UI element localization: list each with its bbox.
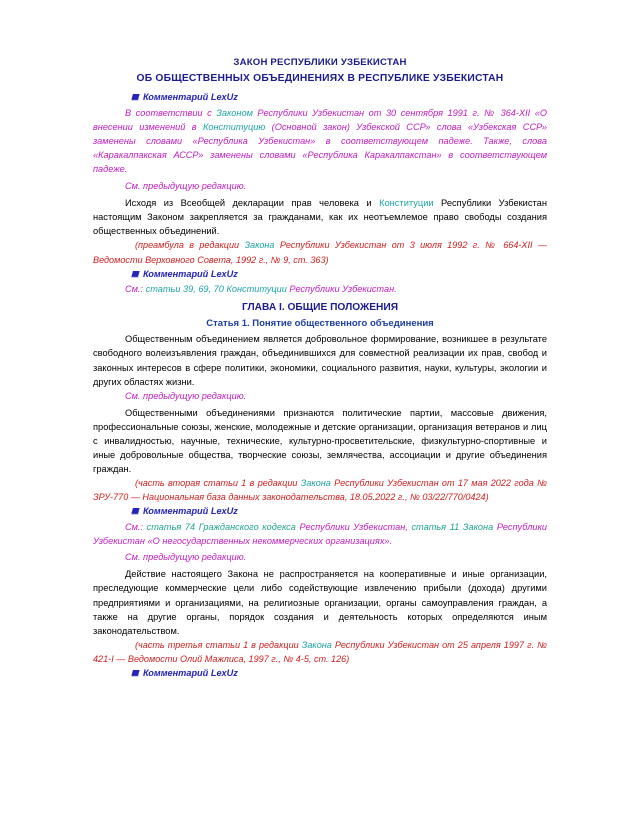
part-2-refs-seg2: Республики Узбекистан,	[295, 522, 412, 533]
preamble-paragraph	[93, 196, 547, 238]
lexuz-flag-icon	[131, 667, 140, 682]
lexuz-comment-2[interactable]	[93, 267, 547, 283]
part-2-refs-seg3: Республики Узбекистан «О негосударственных некоммерческих организациях».	[93, 522, 547, 547]
chapter-1-heading: ГЛАВА I. ОБЩИЕ ПОЛОЖЕНИЯ	[241, 302, 399, 314]
lexuz-comment-1-label: Комментарий LexUz	[143, 92, 238, 102]
document-title-line2: ОБ ОБЩЕСТВЕННЫХ ОБЪЕДИНЕНИЯХ В РЕСПУБЛИКЕ УЗБЕКИСТАН	[136, 72, 504, 84]
document-title-line1: ЗАКОН РЕСПУБЛИКИ УЗБЕКИСТАН	[233, 57, 407, 68]
lexuz-comment-1[interactable]	[93, 90, 547, 106]
part-2-citation-seg1: (часть вторая статьи 1 в редакции	[135, 478, 301, 489]
constitution-reference-prefix: См.:	[125, 284, 146, 295]
see-previous-edition-2[interactable]: См. предыдущую редакцию.	[125, 390, 247, 401]
amendment-note-seg3: (Основной закон) Узбекской ССР» слова «Узбекская ССР» заменены словами «Республика Узбекистан» в соответствующем падеже. Также, слова «Каракалпакская АССР» заменены словами «Республика Каракалпакстан» в соответствующем падеже.	[93, 121, 548, 174]
lexuz-flag-icon	[131, 505, 140, 520]
preamble-seg2: Республики Узбекистан настоящим Законом закрепляется за гражданами, как их неотъемлемое право свободы создания общественных объединений.	[93, 198, 547, 237]
preamble-citation-seg1: (преамбула в редакции	[135, 240, 245, 251]
lexuz-comment-2-label: Комментарий LexUz	[143, 268, 238, 279]
preamble-citation-seg2: Республики Узбекистан от 3 июля 1992 г. № 664-XII — Ведомости Верховного Совета, 1992 г., № 9, ст. 363)	[93, 240, 547, 265]
article-1-part-2-citation	[93, 476, 547, 504]
article-1-part-3-citation	[93, 638, 547, 666]
lexuz-comment-3-label: Комментарий LexUz	[143, 506, 238, 517]
article-1-part-2-references	[93, 520, 547, 548]
amendment-note-seg2: Республики Узбекистан от 30 сентября 1991 г. № 364-XII «О внесении изменений в	[93, 107, 548, 132]
part-2-citation-link-law[interactable]: Закона	[300, 478, 331, 489]
part-3-citation-seg2: Республики Узбекистан от 25 апреля 1997 г. № 421-I — Ведомости Олий Мажлиса, 1997 г., № 4-5, ст. 126)	[93, 639, 548, 664]
lexuz-flag-icon	[131, 268, 140, 283]
preamble-seg1: Исходя из Всеобщей декларации прав человека и	[125, 198, 380, 209]
lexuz-comment-3[interactable]	[93, 504, 547, 520]
article-1-part-2: Общественными объединениями признаются политические партии, массовые движения, профессиональные союзы, женские, молодежные и детские организации, организация ветеранов и лиц с инвалидностью, научные, технические, культурно-просветительские, физкультурно-спортивные и иные добровольные общества, творческие союзы, землячества, ассоциации и другие объединения граждан.	[93, 407, 547, 475]
see-previous-edition-3[interactable]: См. предыдущую редакцию.	[125, 552, 247, 563]
amendment-note-paragraph	[93, 106, 547, 176]
preamble-citation	[93, 238, 547, 266]
see-previous-edition-1[interactable]: См. предыдущую редакцию.	[125, 181, 247, 192]
part-2-refs-prefix: См.:	[125, 522, 147, 533]
constitution-reference-seg2: Республики Узбекистан.	[286, 284, 397, 295]
part-2-refs-link-ngo-law[interactable]: статья 11 Закона	[411, 522, 494, 533]
part-2-refs-link-civil-code[interactable]: статья 74 Гражданского кодекса	[146, 522, 296, 533]
amendment-note-link-constitution[interactable]: Конституцию	[202, 121, 266, 132]
article-1-part-1: Общественным объединением является добровольное формирование, возникшее в результате свободного волеизъявления граждан, объединившихся для совместной реализации их прав, свобод и законных интересов в сфере политики, экономики, социального развития, науки, культуры, экологии и других областях жизни.	[93, 334, 547, 387]
document-title	[93, 55, 547, 86]
preamble-citation-link-law[interactable]: Закона	[244, 240, 275, 251]
amendment-note-seg1: В соответствии с	[125, 107, 217, 118]
lexuz-comment-4[interactable]	[93, 666, 547, 682]
article-1-heading: Статья 1. Понятие общественного объединения	[206, 318, 434, 330]
lexuz-flag-icon	[131, 91, 140, 106]
lexuz-comment-4-label: Комментарий LexUz	[143, 667, 238, 678]
constitution-reference	[93, 282, 547, 296]
preamble-link-constitution[interactable]: Конституции	[379, 198, 434, 209]
part-3-citation-link-law[interactable]: Закона	[301, 639, 332, 650]
part-3-citation-seg1: (часть третья статьи 1 в редакции	[135, 639, 302, 650]
amendment-note-link-law[interactable]: Законом	[216, 107, 253, 118]
part-2-citation-seg2: Республики Узбекистан от 17 мая 2022 года № ЗРУ-770 — Национальная база данных законодательства, 18.05.2022 г., № 03/22/770/0424)	[93, 478, 547, 503]
article-1-part-3: Действие настоящего Закона не распространяется на кооперативные и иные организации, преследующие коммерческие цели либо содействующие извлечению прибыли (дохода) другими предприятиями и организациями, на религиозные организации, органы самоуправления граждан, а также на другие органы, порядок создания и деятельность которых определяются иным законодательством.	[93, 569, 547, 636]
constitution-reference-link[interactable]: статьи 39, 69, 70 Конституции	[145, 284, 287, 295]
